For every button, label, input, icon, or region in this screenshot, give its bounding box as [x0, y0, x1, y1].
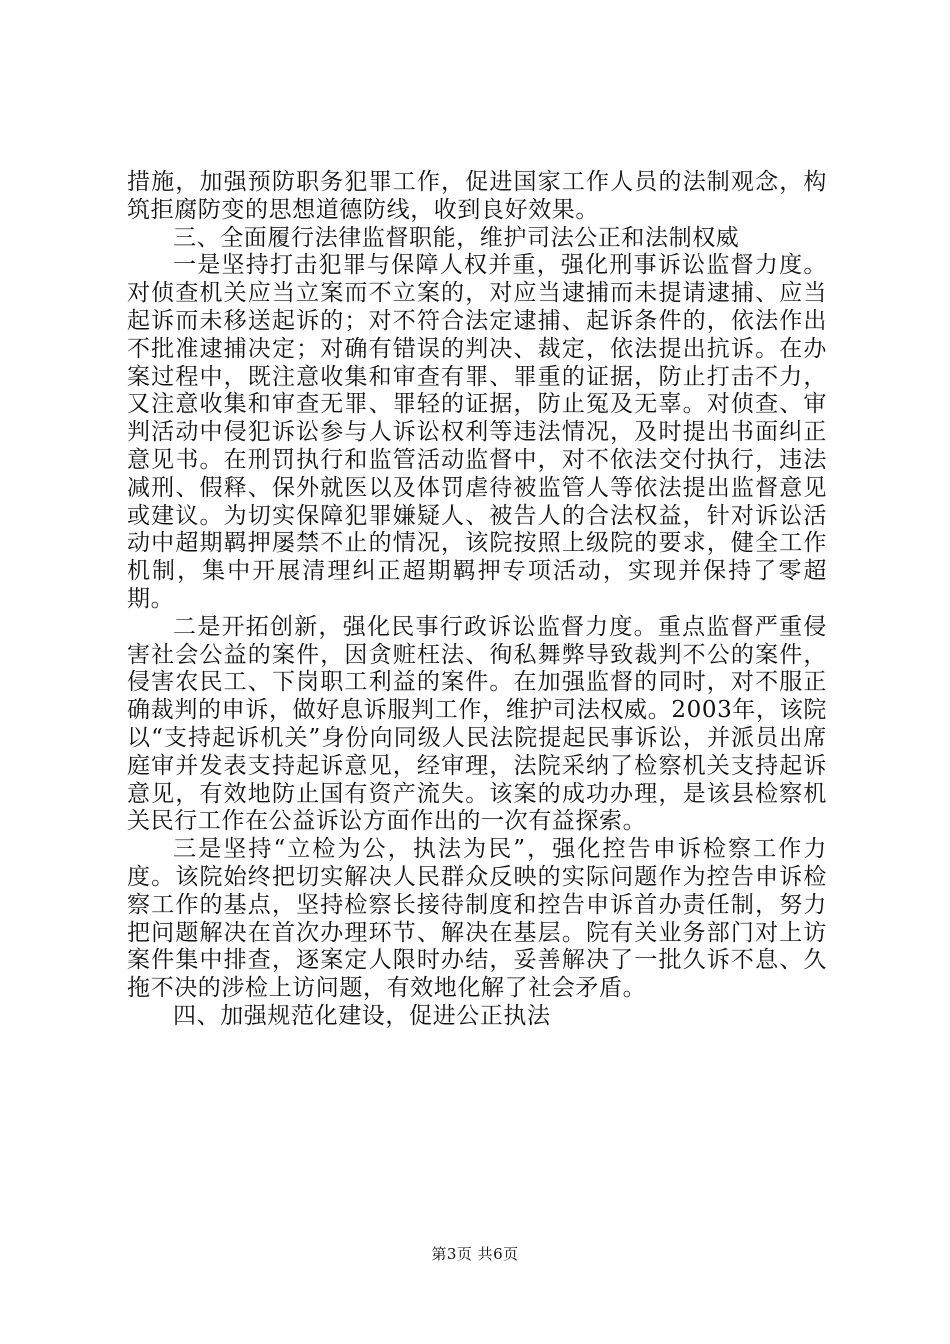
- paragraph-criminal-supervision: 一是坚持打击犯罪与保障人权并重，强化刑事诉讼监督力度。对侦查机关应当立案而不立案的，对应当逮捕而未提请逮捕、应当起诉而未移送起诉的；对不符合法定逮捕、起诉条件的，依法作出不批准逮捕决定；对确有错误的判决、裁定，依法提出抗诉。在办案过程中，既注意收集和审查有罪、罪重的证据，防止打击不力，又注意收集和审查无罪、罪轻的证据，防止冤及无辜。对侦查、审判活动中侵犯诉讼参与人诉讼权利等违法情况，及时提出书面纠正意见书。在刑罚执行和监管活动监督中，对不依法交付执行，违法减刑、假释、保外就医以及体罚虐待被监管人等依法提出监督意见或建议。为切实保障犯罪嫌疑人、被告人的合法权益，针对诉讼活动中超期羁押屡禁不止的情况，该院按照上级院的要求，健全工作机制，集中开展清理纠正超期羁押专项活动，实现并保持了零超期。: [127, 252, 827, 612]
- paragraph-civil-supervision: 二是开拓创新，强化民事行政诉讼监督力度。重点监督严重侵害社会公益的案件，因贪赃枉法、徇私舞弊导致裁判不公的案件，侵害农民工、下岗职工利益的案件。在加强监督的同时，对不服正确裁判的申诉，做好息诉服判工作，维护司法权威。2003年，该院以“支持起诉机关”身份向同级人民法院提起民事诉讼，并派员出席庭审并发表支持起诉意见，经审理，法院采纳了检察机关支持起诉意见，有效地防止国有资产流失。该案的成功办理，是该县检察机关民行工作在公益诉讼方面作出的一次有益探索。: [127, 613, 827, 835]
- section-heading-3: 三、全面履行法律监督职能，维护司法公正和法制权威: [173, 224, 740, 251]
- page-number-footer: 第3页 共6页: [431, 1245, 519, 1263]
- paragraph-continuation: 措施，加强预防职务犯罪工作，促进国家工作人员的法制观念，构筑拒腐防变的思想道德防线，收到良好效果。: [127, 169, 827, 223]
- document-body: [127, 169, 827, 1031]
- paragraph-complaint-work: 三是坚持“立检为公，执法为民”，强化控告申诉检察工作力度。该院始终把切实解决人民群众反映的实际问题作为控告申诉检察工作的基点，坚持检察长接待制度和控告申诉首办责任制，努力把问题解决在首次办理环节、解决在基层。院有关业务部门对上访案件集中排查，逐案定人限时办结，妥善解决了一批久诉不息、久拖不决的涉检上访问题，有效地化解了社会矛盾。: [127, 836, 827, 1002]
- section-heading-4: 四、加强规范化建设，促进公正执法: [173, 1002, 551, 1029]
